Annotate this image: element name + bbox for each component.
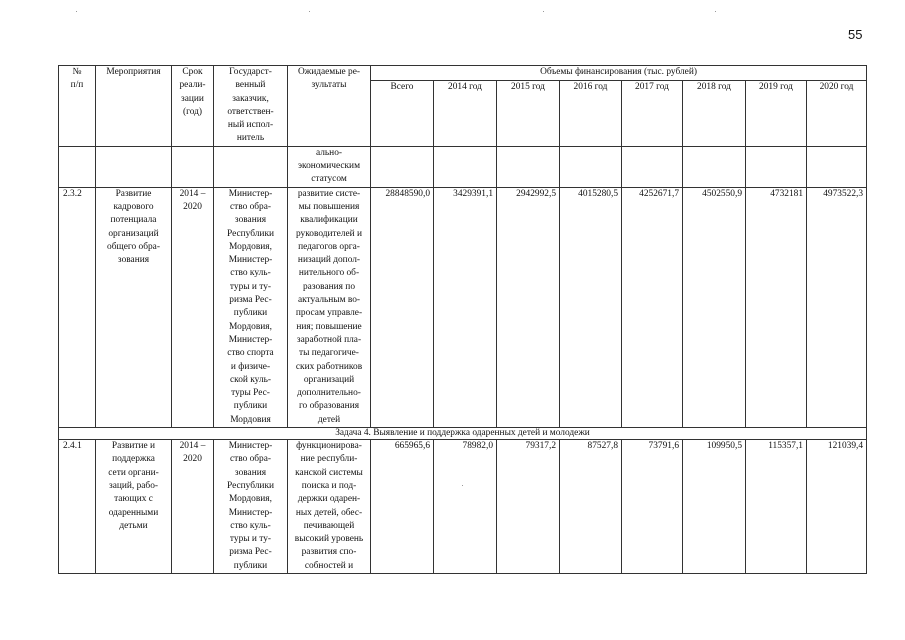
table-row	[59, 146, 867, 187]
scan-dot	[309, 11, 310, 12]
header-year: 2020 год	[807, 81, 867, 146]
header-year: 2014 год	[434, 81, 497, 146]
result-cell: развитие систе- мы повышения квалификации руководителей и педагогов орга- низаций допол- нительного об- разования по актуальным во- просам управле- ния; повышение заработной пла- ты педагогиче- ских работников организаций дополнительно- го образования детей	[288, 187, 371, 427]
header-results: Ожидаемые ре- зультаты	[288, 66, 371, 147]
customer-cell: Министер- ство обра- зования Республики Мордовия, Министер- ство куль- туры и ту- ризма Рес- публики Мордовия, Министер- ство спорта и физиче- ской куль- туры Рес- публики Мордовия	[214, 187, 288, 427]
table-row	[59, 428, 867, 440]
header-funding: Объемы финансирования (тыс. рублей)	[371, 66, 867, 81]
row-number: 2.4.1	[59, 440, 96, 574]
value-cell: 4732181	[746, 187, 807, 427]
scan-dot	[76, 11, 77, 12]
header-year: 2016 год	[560, 81, 622, 146]
scan-dot	[715, 11, 716, 12]
value-cell: 79317,2	[497, 440, 560, 574]
page-number: 55	[848, 27, 863, 42]
row-number: 2.3.2	[59, 187, 96, 427]
total-cell: 665965,6	[371, 440, 434, 574]
header-year: 2015 год	[497, 81, 560, 146]
header-total: Всего	[371, 81, 434, 146]
value-cell: 4973522,3	[807, 187, 867, 427]
value-cell: 4252671,7	[622, 187, 683, 427]
value-cell: 87527,8	[560, 440, 622, 574]
header-measures: Мероприятия	[96, 66, 172, 147]
header-year: 2019 год	[746, 81, 807, 146]
result-cell: функционирова- ние республи- канской системы поиска и под- держки одарен- ных детей, обес- печивающей высокий уровень развития спо- собностей и	[288, 440, 371, 574]
header-num: № п/п	[59, 66, 96, 147]
term-cell: 2014 – 2020	[172, 440, 214, 574]
measure-cell: Развитие кадрового потенциала организаций общего обра- зования	[96, 187, 172, 427]
value-cell: 2942992,5	[497, 187, 560, 427]
header-year: 2017 год	[622, 81, 683, 146]
header-year: 2018 год	[683, 81, 746, 146]
results-continuation: ально- экономическим статусом	[288, 146, 371, 187]
value-cell: 4502550,9	[683, 187, 746, 427]
measure-cell: Развитие и поддержка сети органи- заций, рабо- тающих с одаренными детьми	[96, 440, 172, 574]
value-cell: 109950,5	[683, 440, 746, 574]
value-cell: 78982,0	[434, 440, 497, 574]
total-cell: 28848590,0	[371, 187, 434, 427]
header-term: Срок реали- зации (год)	[172, 66, 214, 147]
task-heading: Задача 4. Выявление и поддержка одаренных детей и молодежи	[59, 428, 867, 440]
scan-dot	[543, 11, 544, 12]
funding-table	[58, 65, 867, 574]
table-row	[59, 440, 867, 574]
value-cell: 115357,1	[746, 440, 807, 574]
table-row	[59, 187, 867, 427]
value-cell: 121039,4	[807, 440, 867, 574]
value-cell: 73791,6	[622, 440, 683, 574]
header-customer: Государст- венный заказчик, ответствен- ный испол- нитель	[214, 66, 288, 147]
value-cell: 4015280,5	[560, 187, 622, 427]
term-cell: 2014 – 2020	[172, 187, 214, 427]
customer-cell: Министер- ство обра- зования Республики Мордовия, Министер- ство куль- туры и ту- ризма Рес- публики	[214, 440, 288, 574]
value-cell: 3429391,1	[434, 187, 497, 427]
